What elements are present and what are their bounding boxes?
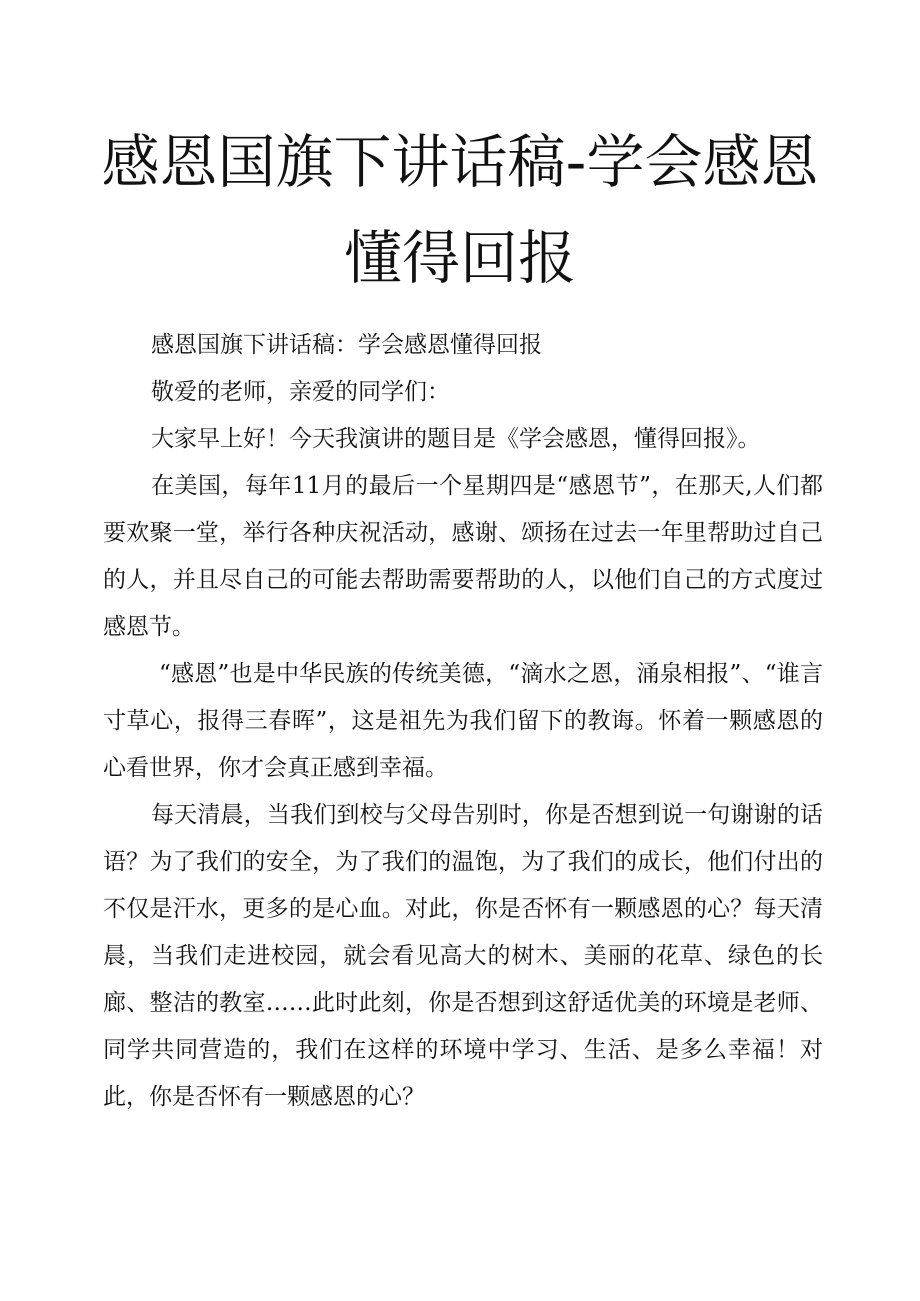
- paragraph-salutation: 敬爱的老师，亲爱的同学们：: [151, 379, 450, 405]
- paragraph-thanksgiving: 在美国，每年11月的最后一个星期四是“感恩节”，在那天,人们都要欢聚一堂，举行各种庆祝活动，感谢、颂扬在过去一年里帮助过自己的人，并且尽自己的可能去帮助需要帮助的人，以他们自己的方式度过感恩节。: [103, 473, 823, 640]
- paragraph-daily-gratitude: 每天清晨，当我们到校与父母告别时，你是否想到说一句谢谢的话语？为了我们的安全，为了我们的温饱，为了我们的成长，他们付出的不仅是汗水，更多的是心血。对此，你是否怀有一颗感恩的心？每天清晨，当我们走进校园，就会看见高大的树木、美丽的花草、绿色的长廊、整洁的教室……此时此刻，你是否想到这舒适优美的环境是老师、同学共同营造的，我们在这样的环境中学习、生活、是多么幸福！对此，你是否怀有一颗感恩的心？: [103, 802, 823, 1110]
- paragraph-subtitle: 感恩国旗下讲话稿：学会感恩懂得回报: [151, 332, 542, 358]
- document-title-line2: 懂得回报: [343, 224, 576, 292]
- document-body: [103, 322, 823, 1121]
- document-title-line1: 感恩国旗下讲话稿-学会感恩: [101, 128, 819, 196]
- paragraph-tradition: “感恩”也是中华民族的传统美德，“滴水之恩，涌泉相报”、“谁言寸草心，报得三春晖”，这是祖先为我们留下的教诲。怀着一颗感恩的心看世界，你才会真正感到幸福。: [103, 661, 823, 781]
- paragraph-greeting: 大家早上好！今天我演讲的题目是《学会感恩，懂得回报》。: [151, 426, 761, 452]
